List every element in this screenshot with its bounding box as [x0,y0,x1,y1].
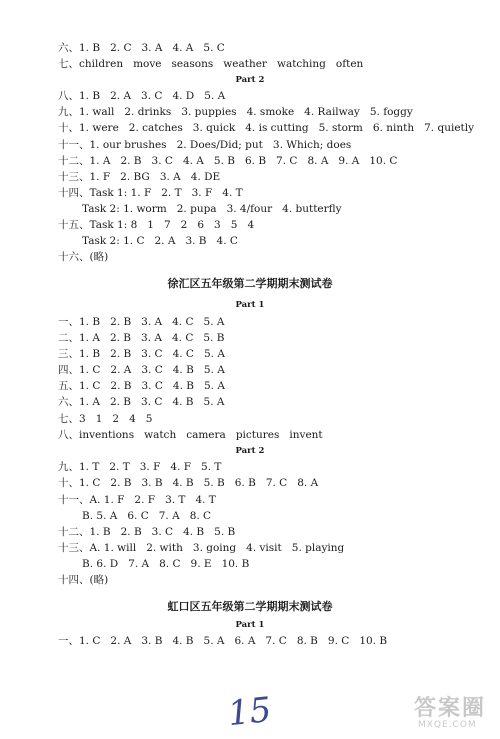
watermark-logo [414,691,496,735]
answer-line: 一、1. B 2. B 3. A 4. C 5. A [58,316,225,328]
part-heading: Part 2 [235,446,265,456]
answer-line: 八、inventions watch camera pictures invent [58,429,323,441]
answer-line: 十三、A. 1. will 2. with 3. going 4. visit 5. playing [58,542,345,554]
watermark-text: 答案圈 [414,696,487,721]
answer-line: 六、1. B 2. C 3. A 4. A 5. C [58,42,225,54]
answer-line: 八、1. B 2. A 3. C 4. D 5. A [58,90,226,102]
part-heading: Part 2 [235,75,265,85]
answer-line: 十一、1. our brushes 2. Does/Did; put 3. Which; does [58,139,352,151]
answer-line: 七、3 1 2 4 5 [58,413,153,425]
answer-line: 十四、Task 1: 1. F 2. T 3. F 4. T [58,187,243,199]
answer-line: 七、children move seasons weather watching often [58,58,364,70]
answer-line: 二、1. A 2. B 3. A 4. C 5. B [58,332,225,344]
watermark-url: MXQE.COM [418,720,477,730]
part-heading: Part 1 [235,620,265,630]
section-title: 虹口区五年级第二学期期末测试卷 [167,600,333,613]
answer-line: 十一、A. 1. F 2. F 3. T 4. T [58,494,216,506]
handwritten-page-number: 15 [226,689,274,735]
part-heading: Part 1 [235,300,265,310]
answer-line: B. 5. A 6. C 7. A 8. C [82,510,212,522]
answer-line: 四、1. C 2. A 3. C 4. B 5. A [58,364,225,376]
answer-line: 九、1. T 2. T 3. F 4. F 5. T [58,461,222,473]
answer-line: Task 2: 1. worm 2. pupa 3. 4/four 4. butterfly [82,203,342,215]
answer-line: 三、1. B 2. B 3. C 4. C 5. A [58,348,225,360]
answer-line: 十五、Task 1: 8 1 7 2 6 3 5 4 [58,219,255,231]
answer-line: B. 6. D 7. A 8. C 9. E 10. B [82,558,250,570]
answer-line: 十、1. were 2. catches 3. quick 4. is cutting 5. storm 6. ninth 7. quietly [58,122,475,134]
answer-line: 十二、1. B 2. B 3. C 4. B 5. B [58,526,236,538]
answer-line: 五、1. C 2. B 3. C 4. B 5. A [58,380,225,392]
answer-line: 九、1. wall 2. drinks 3. puppies 4. smoke 4. Railway 5. foggy [58,106,413,118]
answer-line: 十、1. C 2. B 3. B 4. B 5. B 6. B 7. C 8. A [58,477,319,489]
answer-line: 六、1. A 2. B 3. C 4. B 5. A [58,396,225,408]
answer-line: 十四、(略) [58,574,109,586]
answer-line: 一、1. C 2. A 3. B 4. B 5. A 6. A 7. C 8. B 9. C 10. B [58,635,388,647]
answer-line: 十六、(略) [58,251,109,263]
answer-line: Task 2: 1. C 2. A 3. B 4. C [82,235,238,247]
section-title: 徐汇区五年级第二学期期末测试卷 [167,277,333,290]
answer-line: 十三、1. F 2. BG 3. A 4. DE [58,171,221,183]
answer-line: 十二、1. A 2. B 3. C 4. A 5. B 6. B 7. C 8. A 9. A 10. C [58,155,398,167]
